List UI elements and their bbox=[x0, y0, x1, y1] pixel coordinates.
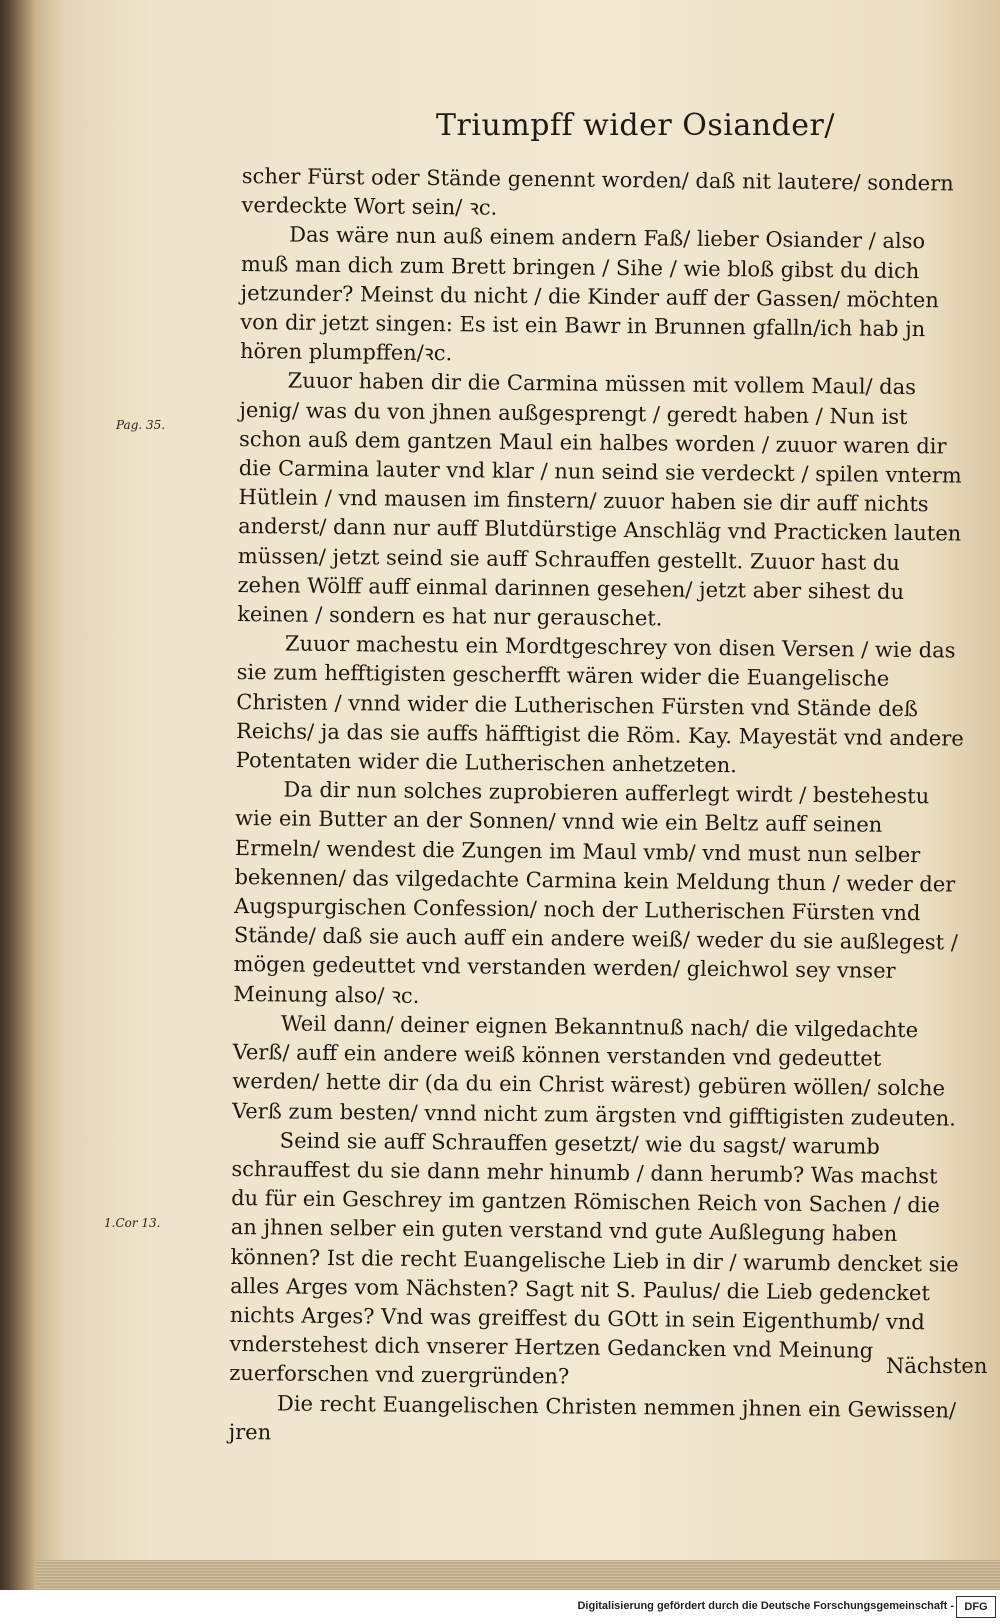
dfg-logo: DFG bbox=[956, 1596, 996, 1618]
paragraph: Die recht Euangelischen Christen nemmen jhnen ein Gewissen/ jren bbox=[228, 1390, 957, 1445]
credit-text: Digitalisierung gefördert durch die Deutsche Forschungsgemeinschaft - bbox=[577, 1600, 954, 1612]
book-gutter bbox=[0, 0, 36, 1590]
margin-note: 1.Cor 13. bbox=[104, 1216, 161, 1230]
footer-bar bbox=[0, 1590, 1000, 1624]
paragraph: Da dir nun solches zuprobieren aufferlegt wirdt / bestehestu wie ein Butter an der Sonnen/ vnnd wie ein Beltz auff seinen Ermeln/ wendest die Zungen im Maul vmb/ vnd must nun selber bekennen/ das vilgedachte Carmina kein Meldung thun / weder der Augspurgischen Confession/ noch der Lutherischen Fürsten vnd Stände/ daß sie auch auff ein andere weiß/ weder du sie außlegest / mögen gedeuttet vnd verstanden werden/ gleichwol sey vnser Meinung also/ ꝛc. bbox=[233, 777, 958, 1008]
margin-note: Pag. 35. bbox=[116, 418, 166, 432]
page-edges bbox=[36, 1560, 1000, 1590]
paragraph: Seind sie auff Schrauffen gesetzt/ wie du sagst/ warumb schrauffest du sie dann mehr hinumb / dann herumb? Was machst du für ein Geschrey im gantzen Römischen Reich von Sachen / die an jhnen selber ein guten verstand vnd gute Außlegung haben können? Ist die recht Euangelische Lieb in dir / warumb dencket sie alles Arges vom Nächsten? Sagt nit S. Paulus/ die Lieb gedencket nichts Arges? Vnd was greiffest du GOtt in sein Eigenthumb/ vnd vnderstehest dich vnserer Hertzen Gedancken vnd Meinung zuerforschen vnd zuergründen? bbox=[229, 1128, 959, 1389]
catchword: Nächsten bbox=[886, 1354, 988, 1378]
book-page bbox=[36, 0, 1000, 1590]
paragraph: Zuuor haben dir die Carmina müssen mit vollem Maul/ das jenig/ was du von jhnen außgesprengt / geredt haben / Nun ist schon auß dem gantzen Maul ein halbes worden / zuuor waren dir die Carmina lauter vnd klar / nun seind sie verdeckt / spilen vnterm Hütlein / vnd mausen im finstern/ zuuor haben sie dir auff nichts anderst/ dann nur auff Blutdürstige Anschläg vnd Practicken lauten müssen/ jetzt seind sie auff Schrauffen gestellt. Zuuor hast du zehen Wölff auff einmal darinnen gesehen/ jetzt aber sihest du keinen / sondern es hat nur gerauschet. bbox=[237, 368, 962, 631]
paragraph: Zuuor machestu ein Mordtgeschrey von disen Versen / wie das sie zum hefftigisten gescherfft wären wider die Euangelische Christen / vnnd wider die Lutherischen Fürsten vnd Stände deß Reichs/ ja das sie auffs häfftigist die Röm. Kay. Mayestät vnd andere Potentaten wider die Lutherischen anhetzeten. bbox=[235, 631, 964, 778]
running-head: Triumpff wider Osiander/ bbox=[436, 108, 835, 143]
paragraph: Weil dann/ deiner eignen Bekanntnuß nach/ die vilgedachte Verß/ auff ein andere weiß können verstanden vnd gedeuttet werden/ hette dir (da du ein Christ wärest) gebüren wöllen/ solche Verß zum besten/ vnnd nicht zum ärgsten vnd gifftigisten zudeuten. bbox=[231, 1011, 957, 1131]
paragraph: Das wäre nun auß einem andern Faß/ lieber Osiander / also muß man dich zum Brett bringen / Sihe / wie bloß gibst du dich jetzunder? Meinst du nicht / die Kinder auff der Gassen/ möchten von dir jetzt singen: Es ist ein Bawr in Brunnen gfalln/ich hab jn hören plumpffen/ꝛc. bbox=[239, 222, 939, 366]
page-text bbox=[229, 162, 972, 1455]
paragraph: scher Fürst oder Stände genennt worden/ daß nit lautere/ sondern verdeckte Wort sein/ ꝛc. bbox=[241, 163, 954, 220]
